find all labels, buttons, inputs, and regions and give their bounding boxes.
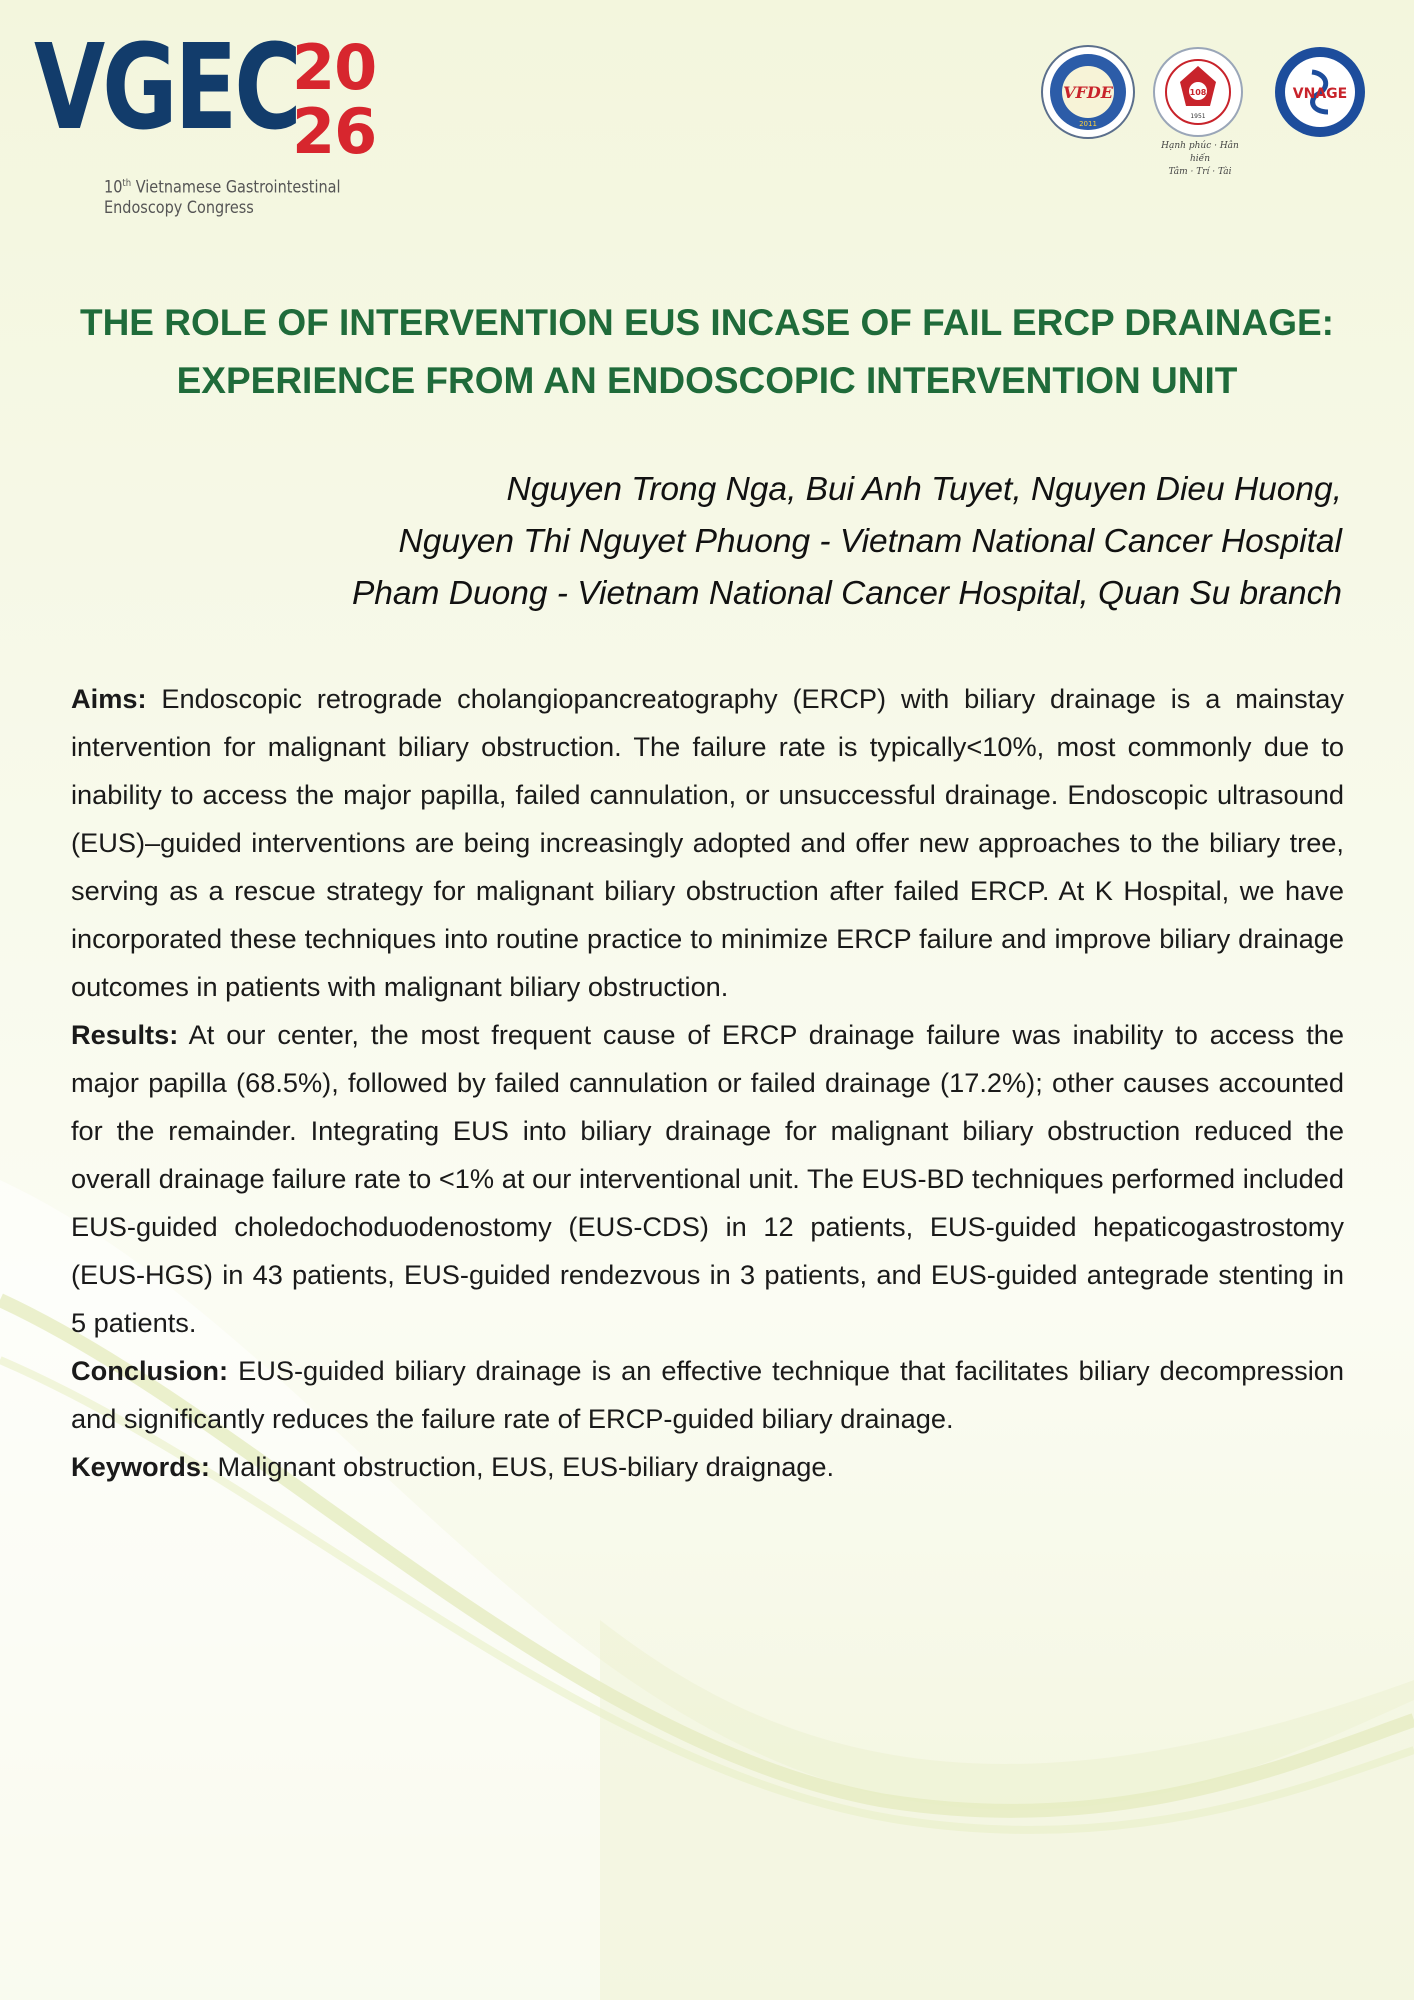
- logo-subtitle-num: 10: [104, 177, 123, 198]
- vfde-seal: [1040, 44, 1136, 140]
- logo-wordmark: VGEC: [34, 18, 299, 156]
- abstract-title: [60, 294, 1354, 410]
- logo-year-bottom: 26: [292, 95, 377, 168]
- vfde-year: 2011: [1079, 120, 1097, 128]
- aims-label: Aims:: [71, 683, 147, 714]
- vnage-label: VNAGE: [1292, 86, 1348, 102]
- conclusion-text: EUS-guided biliary drainage is an effective technique that facilitates biliary decompression and significantly reduces the failure rate of ERCP-guided biliary drainage.: [71, 1355, 1344, 1434]
- vnage-seal: [1272, 44, 1368, 140]
- title-line-1: THE ROLE OF INTERVENTION EUS INCASE OF FAIL ERCP DRAINAGE:: [79, 302, 1334, 343]
- results-paragraph: [71, 1011, 1344, 1347]
- motto-line2: Tâm · Trí · Tài: [1168, 167, 1232, 177]
- aims-paragraph: [71, 675, 1344, 1011]
- authors-line-2: Nguyen Thi Nguyet Phuong - Vietnam National Cancer Hospital: [398, 523, 1342, 560]
- keywords-label: Keywords:: [71, 1451, 210, 1482]
- logo-subtitle-sup: th: [122, 178, 132, 189]
- logo-subtitle-line1: Vietnamese Gastrointestinal: [135, 177, 341, 198]
- author-list: [142, 464, 1342, 620]
- vgec-logo: [34, 18, 414, 218]
- logo-subtitle-line2: Endoscopy Congress: [104, 197, 254, 218]
- results-label: Results:: [71, 1019, 179, 1050]
- results-text: At our center, the most frequent cause of ERCP drainage failure was inability to access the major papilla (68.5%), followed by failed cannulation or failed drainage (17.2%); other causes accounted for the remainder. Integrating EUS into biliary drainage for malignant biliary obstruction reduced the overall drainage failure rate to <1% at our interventional unit. The EUS-BD techniques performed included EUS-guided choledochoduodenostomy (EUS-CDS) in 12 patients, EUS-guided hepaticogastrostomy (EUS-HGS) in 43 patients, EUS-guided rendezvous in 3 patients, and EUS-guided antegrade stenting in 5 patients.: [71, 1019, 1344, 1338]
- logo-subtitle: [104, 174, 341, 218]
- keywords-text: Malignant obstruction, EUS, EUS-biliary draignage.: [210, 1451, 835, 1482]
- hospital-motto: [1150, 140, 1250, 179]
- partner-logos: [1040, 44, 1370, 177]
- aims-text: Endoscopic retrograde cholangiopancreatography (ERCP) with biliary drainage is a mainstay intervention for malignant biliary obstruction. The failure rate is typically<10%, most commonly due to inability to access the major papilla, failed cannulation, or unsuccessful drainage. Endoscopic ultrasound (EUS)–guided interventions are being increasingly adopted and offer new approaches to the biliary tree, serving as a rescue strategy for malignant biliary obstruction after failed ERCP. At K Hospital, we have incorporated these techniques into routine practice to minimize ERCP failure and improve biliary drainage outcomes in patients with malignant biliary obstruction.: [71, 683, 1344, 1002]
- logo-year-top: 20: [292, 31, 377, 104]
- abstract-body: [71, 675, 1344, 1491]
- military-hospital-seal: [1150, 44, 1250, 140]
- conclusion-label: Conclusion:: [71, 1355, 229, 1386]
- logo-year: [292, 31, 412, 168]
- vfde-label: VFDE: [1063, 83, 1113, 102]
- hospital-number: 108: [1189, 88, 1207, 97]
- title-line-2: EXPERIENCE FROM AN ENDOSCOPIC INTERVENTION UNIT: [176, 360, 1238, 401]
- conclusion-paragraph: [71, 1347, 1344, 1443]
- hospital-year: 1951: [1190, 113, 1206, 120]
- authors-line-1: Nguyen Trong Nga, Bui Anh Tuyet, Nguyen Dieu Huong,: [506, 471, 1342, 508]
- keywords-paragraph: [71, 1443, 1344, 1491]
- motto-line1: Hạnh phúc · Hân hiến: [1161, 141, 1239, 164]
- authors-line-3: Pham Duong - Vietnam National Cancer Hospital, Quan Su branch: [351, 575, 1342, 612]
